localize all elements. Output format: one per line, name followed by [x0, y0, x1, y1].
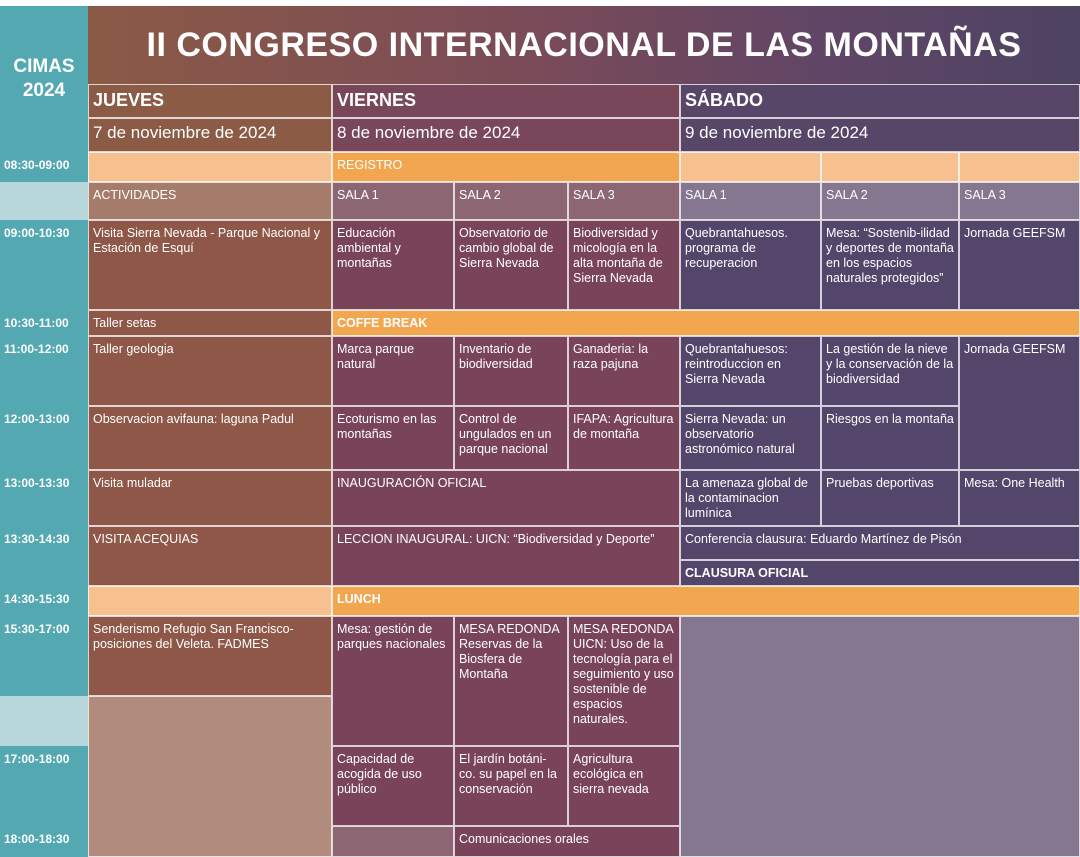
time-0900: 09:00-10:30 [0, 220, 88, 310]
coffee-break: COFFE BREAK [332, 310, 1080, 336]
date-viernes: 8 de noviembre de 2024 [332, 118, 680, 152]
viernes-sala3-1530: MESA REDONDA UICN: Uso de la tecnología para el seguimiento y uso sostenible de espacios naturales. [568, 616, 680, 746]
viernes-sala1-header: SALA 1 [332, 182, 454, 220]
sabado-sala3-0900: Jornada GEEFSM [959, 220, 1080, 310]
brand-line2: 2024 [22, 80, 66, 101]
leccion-inaugural: LECCION INAUGURAL: UICN: “Biodiversidad y Deporte” [332, 526, 680, 586]
jueves-0900: Visita Sierra Nevada - Parque Nacional y Estación de Esquí [88, 220, 332, 310]
sabado-sala1-1100: Quebrantahuesos: reintroduccion en Sierra Nevada [680, 336, 821, 406]
clausura-oficial: CLAUSURA OFICIAL [680, 560, 1080, 586]
jueves-0830-empty [88, 152, 332, 182]
viernes-sala1-0900: Educación ambiental y montañas [332, 220, 454, 310]
jueves-1330: VISITA ACEQUIAS [88, 526, 332, 586]
viernes-sala2-header: SALA 2 [454, 182, 568, 220]
sabado-0830-sala3 [959, 152, 1080, 182]
jueves-1430-empty [88, 586, 332, 616]
sabado-evening-empty [680, 616, 1080, 857]
date-sabado: 9 de noviembre de 2024 [680, 118, 1080, 152]
viernes-sala3-1700: Agricultura ecológica en sierra nevada [568, 746, 680, 826]
lunch: LUNCH [332, 586, 1080, 616]
viernes-sala2-0900: Observatorio de cambio global de Sierra Nevada [454, 220, 568, 310]
jueves-evening-empty [88, 696, 332, 857]
sabado-sala2-1200: Riesgos en la montaña [821, 406, 959, 470]
viernes-sala3-0900: Biodiversidad y micología en la alta montaña de Sierra Nevada [568, 220, 680, 310]
jueves-1100: Taller geologia [88, 336, 332, 406]
time-1700: 17:00-18:00 [0, 746, 88, 826]
time-1030: 10:30-11:00 [0, 310, 88, 336]
viernes-sala1-1100: Marca parque natural [332, 336, 454, 406]
sabado-sala2-1300: Pruebas deportivas [821, 470, 959, 526]
actividades-header: ACTIVIDADES [88, 182, 332, 220]
time-1430: 14:30-15:30 [0, 586, 88, 616]
viernes-sala3-header: SALA 3 [568, 182, 680, 220]
time-spacer [0, 696, 88, 746]
sabado-sala3-header: SALA 3 [959, 182, 1080, 220]
viernes-sala2-1200: Control de ungulados en un parque nacional [454, 406, 568, 470]
sabado-sala2-1100: La gestión de la nieve y la conservación de la biodiversidad [821, 336, 959, 406]
cimas-logo [0, 6, 88, 152]
registro-cell: REGISTRO [332, 152, 680, 182]
viernes-1800-empty [332, 826, 454, 857]
sabado-sala2-0900: Mesa: “Sostenib-ilidad y deportes de montaña en los espacios naturales protegidos” [821, 220, 959, 310]
time-1100: 11:00-12:00 [0, 336, 88, 406]
date-jueves: 7 de noviembre de 2024 [88, 118, 332, 152]
sabado-0830-sala2 [821, 152, 959, 182]
sabado-0830-sala1 [680, 152, 821, 182]
viernes-sala2-1700: El jardín botáni-co. su papel en la conservación [454, 746, 568, 826]
day-header-viernes: VIERNES [332, 84, 680, 118]
sabado-sala3-1300: Mesa: One Health [959, 470, 1080, 526]
time-0830: 08:30-09:00 [0, 152, 88, 182]
comunicaciones-orales: Comunicaciones orales [454, 826, 680, 857]
time-spacer [0, 182, 88, 220]
sabado-sala1-header: SALA 1 [680, 182, 821, 220]
sabado-sala2-header: SALA 2 [821, 182, 959, 220]
page-title: II CONGRESO INTERNACIONAL DE LAS MONTAÑAS [88, 6, 1080, 84]
viernes-sala1-1200: Ecoturismo en las montañas [332, 406, 454, 470]
brand-line1: CIMAS [13, 56, 75, 77]
sabado-sala3-1100: Jornada GEEFSM [959, 336, 1080, 470]
time-1330: 13:30-14:30 [0, 526, 88, 586]
sabado-sala1-1300: La amenaza global de la contaminacion lumínica [680, 470, 821, 526]
day-header-jueves: JUEVES [88, 84, 332, 118]
inauguracion-oficial: INAUGURACIÓN OFICIAL [332, 470, 680, 526]
time-1530: 15:30-17:00 [0, 616, 88, 696]
viernes-sala2-1100: Inventario de biodiversidad [454, 336, 568, 406]
viernes-sala1-1700: Capacidad de acogida de uso público [332, 746, 454, 826]
viernes-sala3-1100: Ganaderia: la raza pajuna [568, 336, 680, 406]
jueves-1300: Visita muladar [88, 470, 332, 526]
viernes-sala2-1530: MESA REDONDA Reservas de la Biosfera de Montaña [454, 616, 568, 746]
sabado-sala1-1200: Sierra Nevada: un observatorio astronómico natural [680, 406, 821, 470]
time-1200: 12:00-13:00 [0, 406, 88, 470]
sabado-sala1-0900: Quebrantahuesos. programa de recuperacion [680, 220, 821, 310]
jueves-1200: Observacion avifauna: laguna Padul [88, 406, 332, 470]
time-1800: 18:00-18:30 [0, 826, 88, 857]
day-header-sabado: SÁBADO [680, 84, 1080, 118]
jueves-1530: Senderismo Refugio San Francisco-posiciones del Veleta. FADMES [88, 616, 332, 696]
viernes-sala3-1200: IFAPA: Agricultura de montaña [568, 406, 680, 470]
time-1300: 13:00-13:30 [0, 470, 88, 526]
viernes-sala1-1530: Mesa: gestión de parques nacionales [332, 616, 454, 746]
jueves-1030: Taller setas [88, 310, 332, 336]
conferencia-clausura: Conferencia clausura: Eduardo Martínez de Pisón [680, 526, 1080, 560]
